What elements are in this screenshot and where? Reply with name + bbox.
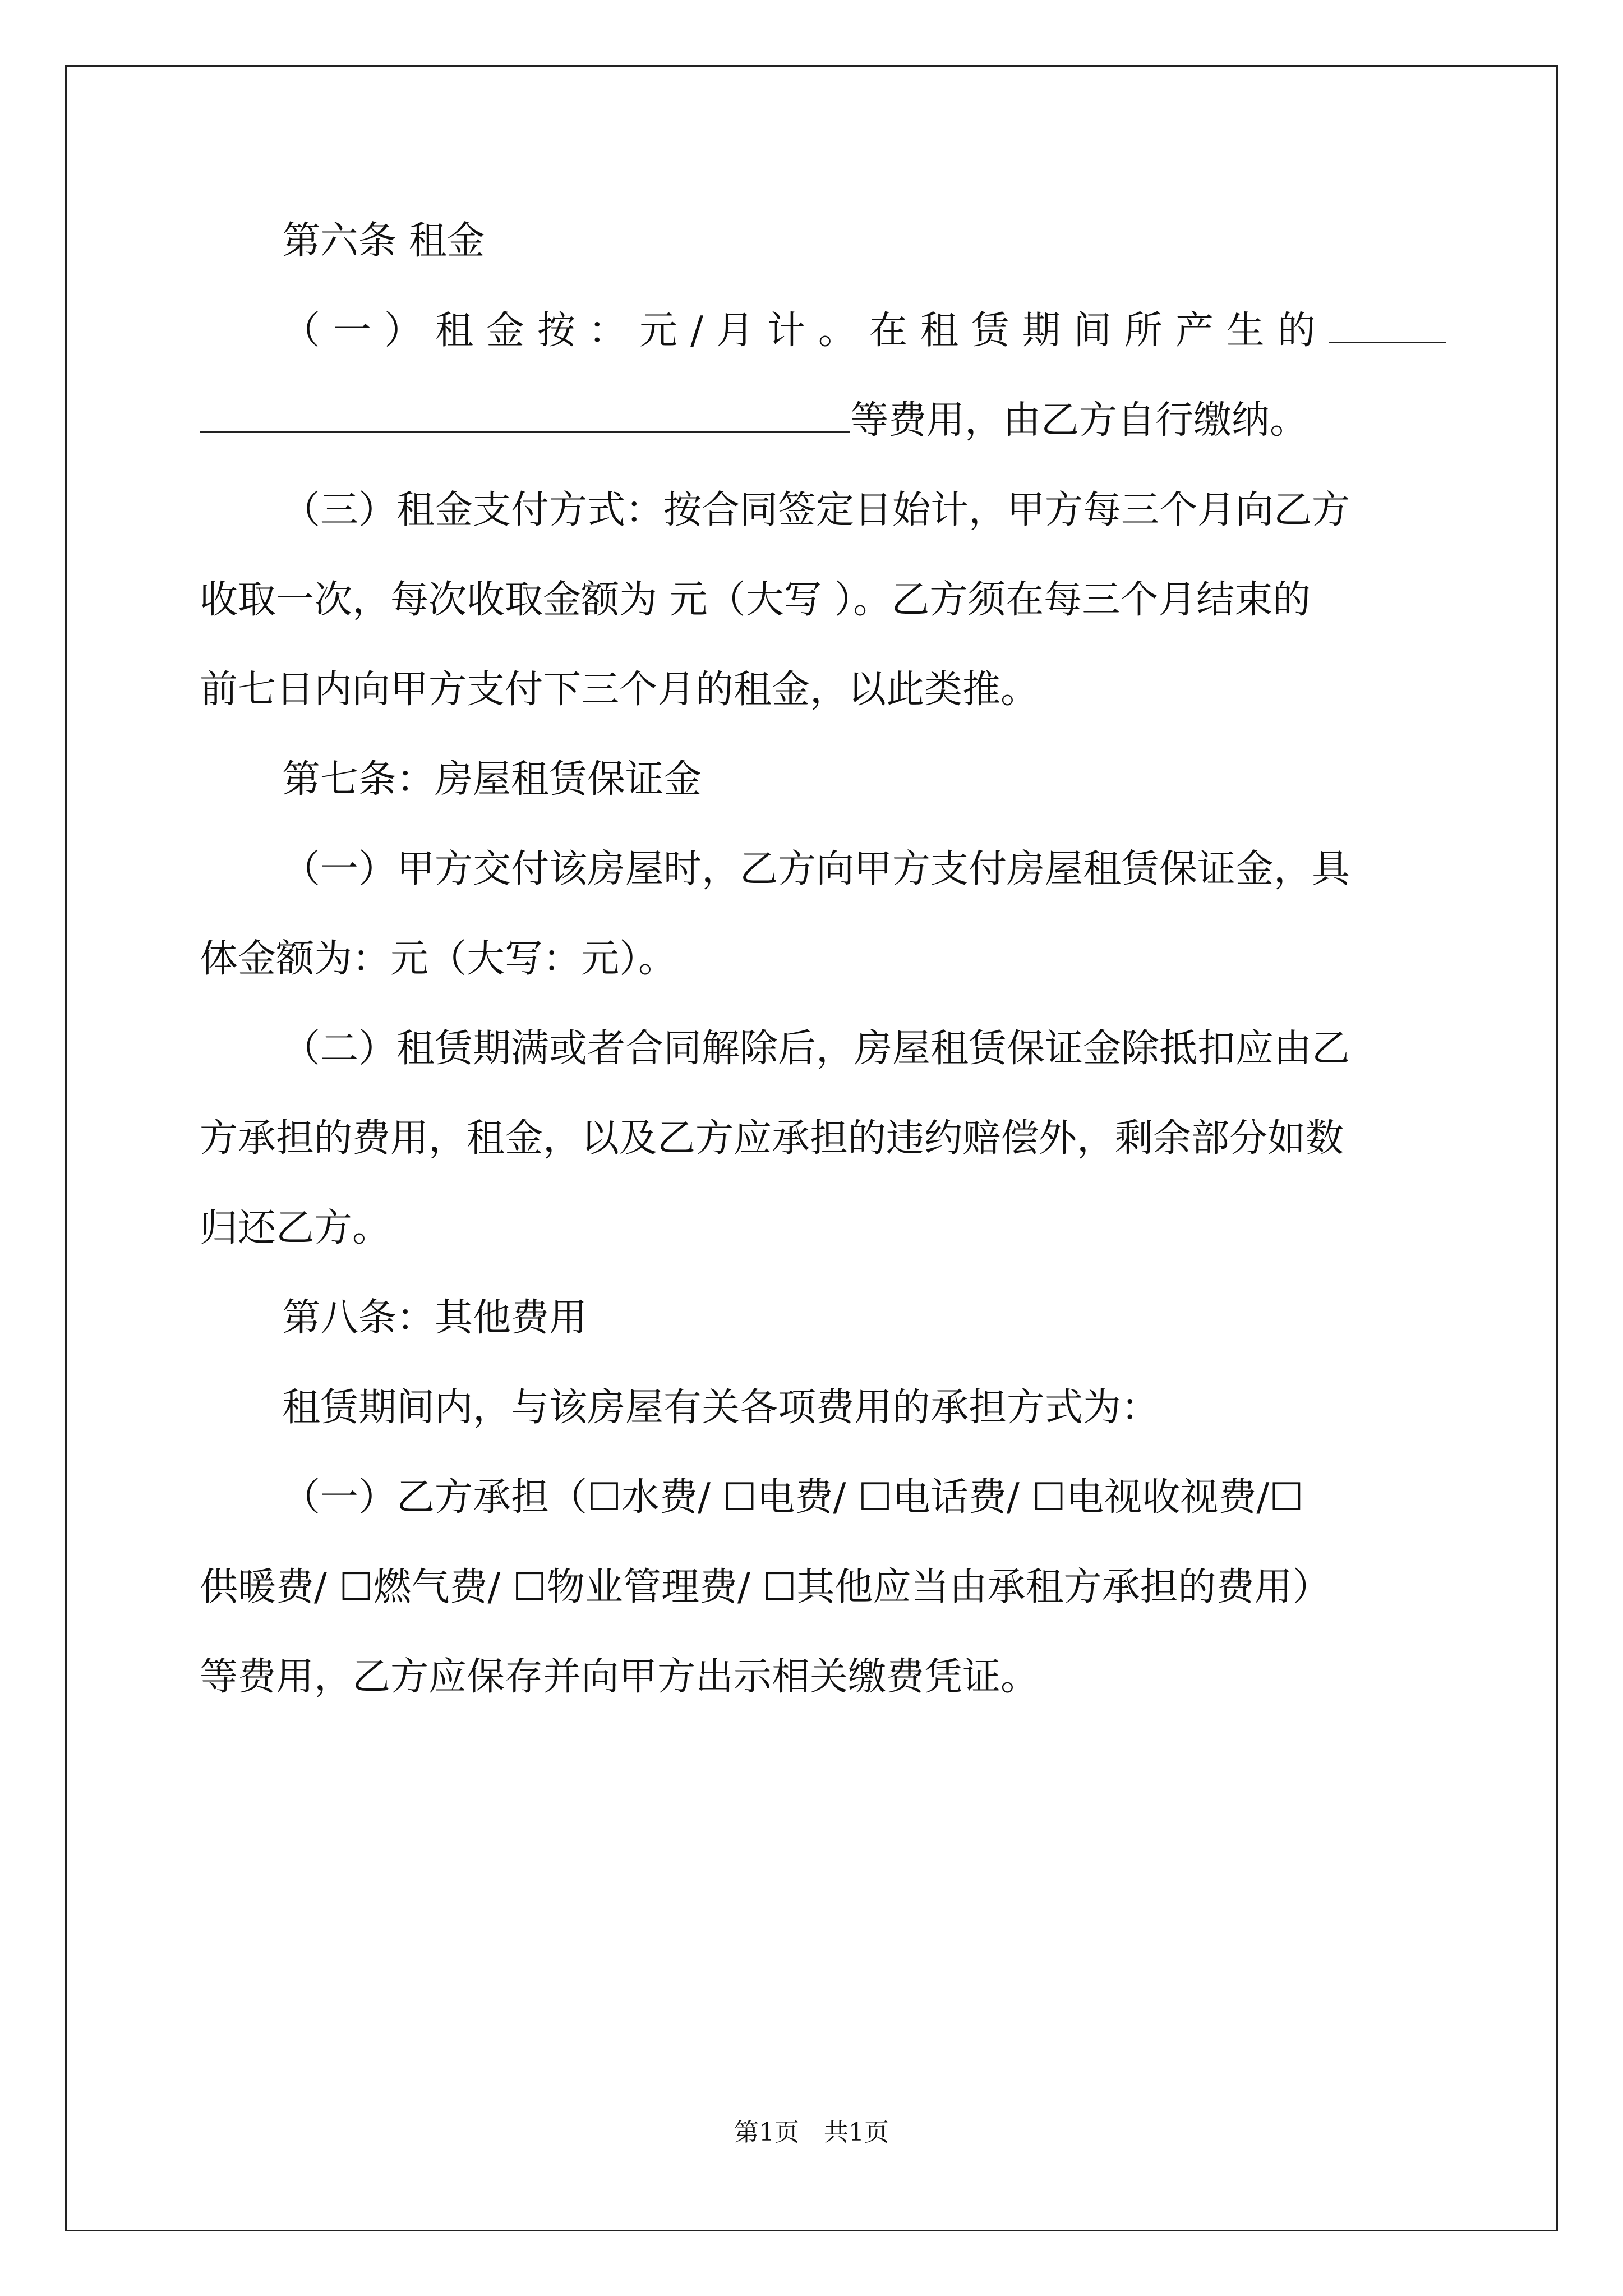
paragraph-line: 归还乙方。 (200, 1206, 391, 1250)
paragraph-line: （一）乙方承担（☐水费/ ☐电费/ ☐电话费/ ☐电视收视费/☐ (282, 1475, 1304, 1520)
paragraph-line: （三）租金支付方式：按合同签定日始计，甲方每三个月向乙方 (282, 488, 1350, 532)
paragraph-line: 等费用，由乙方自行缴纳。 (200, 393, 1308, 449)
paragraph-line: 租赁期间内，与该房屋有关各项费用的承担方式为： (282, 1386, 1160, 1430)
article-6-heading: 第六条 租金 (282, 219, 485, 263)
fill-in-blank (200, 398, 850, 433)
paragraph-line: （二）租赁期满或者合同解除后，房屋租赁保证金除抵扣应由乙 (282, 1027, 1350, 1071)
paragraph-line: 体金额为：元（大写：元）。 (200, 937, 677, 981)
paragraph-line: （一）租金按：元/月计。在租赁期间所产生的 (282, 303, 1446, 359)
paragraph-line: 收取一次，每次收取金额为 元（大写 ）。乙方须在每三个月结束的 (200, 578, 1311, 622)
paragraph-line: 等费用，乙方应保存并向甲方出示相关缴费凭证。 (200, 1655, 1039, 1699)
article-7-heading: 第七条：房屋租赁保证金 (282, 757, 702, 802)
paragraph-line: 供暖费/ ☐燃气费/ ☐物业管理费/ ☐其他应当由承租方承担的费用） (200, 1565, 1331, 1609)
paragraph-line: 方承担的费用，租金，以及乙方应承担的违约赔偿外，剩余部分如数 (200, 1116, 1344, 1161)
article-8-heading: 第八条：其他费用 (282, 1296, 588, 1340)
paragraph-line: （一）甲方交付该房屋时，乙方向甲方支付房屋租赁保证金，具 (282, 847, 1350, 891)
fill-in-blank (1329, 308, 1446, 343)
page-number: 第1页 共1页 (734, 2118, 889, 2147)
paragraph-line: 前七日内向甲方支付下三个月的租金，以此类推。 (200, 668, 1039, 712)
